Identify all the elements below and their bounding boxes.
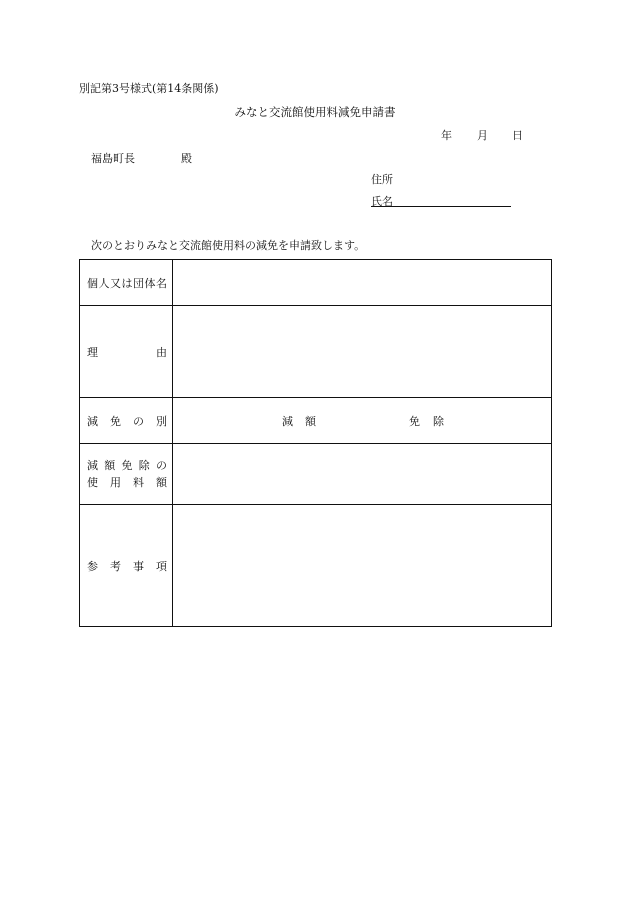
notes-input[interactable] [173,505,552,627]
date-day-label: 日 [512,129,523,142]
notes-label [80,505,173,627]
addressee-name: 福島町長 [91,152,135,165]
intro-text: 次のとおりみなと交流館使用料の減免を申請致します。 [91,239,366,252]
applicant-label [80,260,173,306]
date-month-label: 月 [477,129,488,142]
table-row-notes [80,505,552,627]
table-row-fee [80,444,552,505]
addressee [91,150,192,166]
fee-label [80,444,173,505]
address-label: 住所 [371,173,393,186]
name-label: 氏名 [371,195,393,208]
honorific: 殿 [181,152,192,165]
type-label-text: 減 免 の 別 [87,414,167,428]
reason-label-text: 理 由 [87,345,167,359]
date-year-label: 年 [441,129,452,142]
name-field[interactable] [371,193,511,207]
document-title: みなと交流館使用料減免申請書 [234,105,396,119]
type-label [80,398,173,444]
form-number: 別記第3号様式(第14条関係) [79,82,219,95]
fee-label-line2: 使 用 料 額 [87,476,167,489]
applicant-label-text: 個 人 又 は 団 体 名 [87,276,167,290]
reason-label [80,306,173,398]
application-table [79,259,552,627]
applicant-input[interactable] [173,260,552,306]
table-row-applicant [80,260,552,306]
date-line [441,127,523,143]
table-row-reason [80,306,552,398]
fee-input[interactable] [173,444,552,505]
option-reduction[interactable]: 減 額 [282,414,316,428]
notes-label-text: 参 考 事 項 [87,559,167,573]
option-exemption[interactable]: 免 除 [409,414,444,428]
table-row-type [80,398,552,444]
type-options [173,398,552,444]
fee-label-line1: 減 額 免 除 の [87,459,167,472]
reason-input[interactable] [173,306,552,398]
